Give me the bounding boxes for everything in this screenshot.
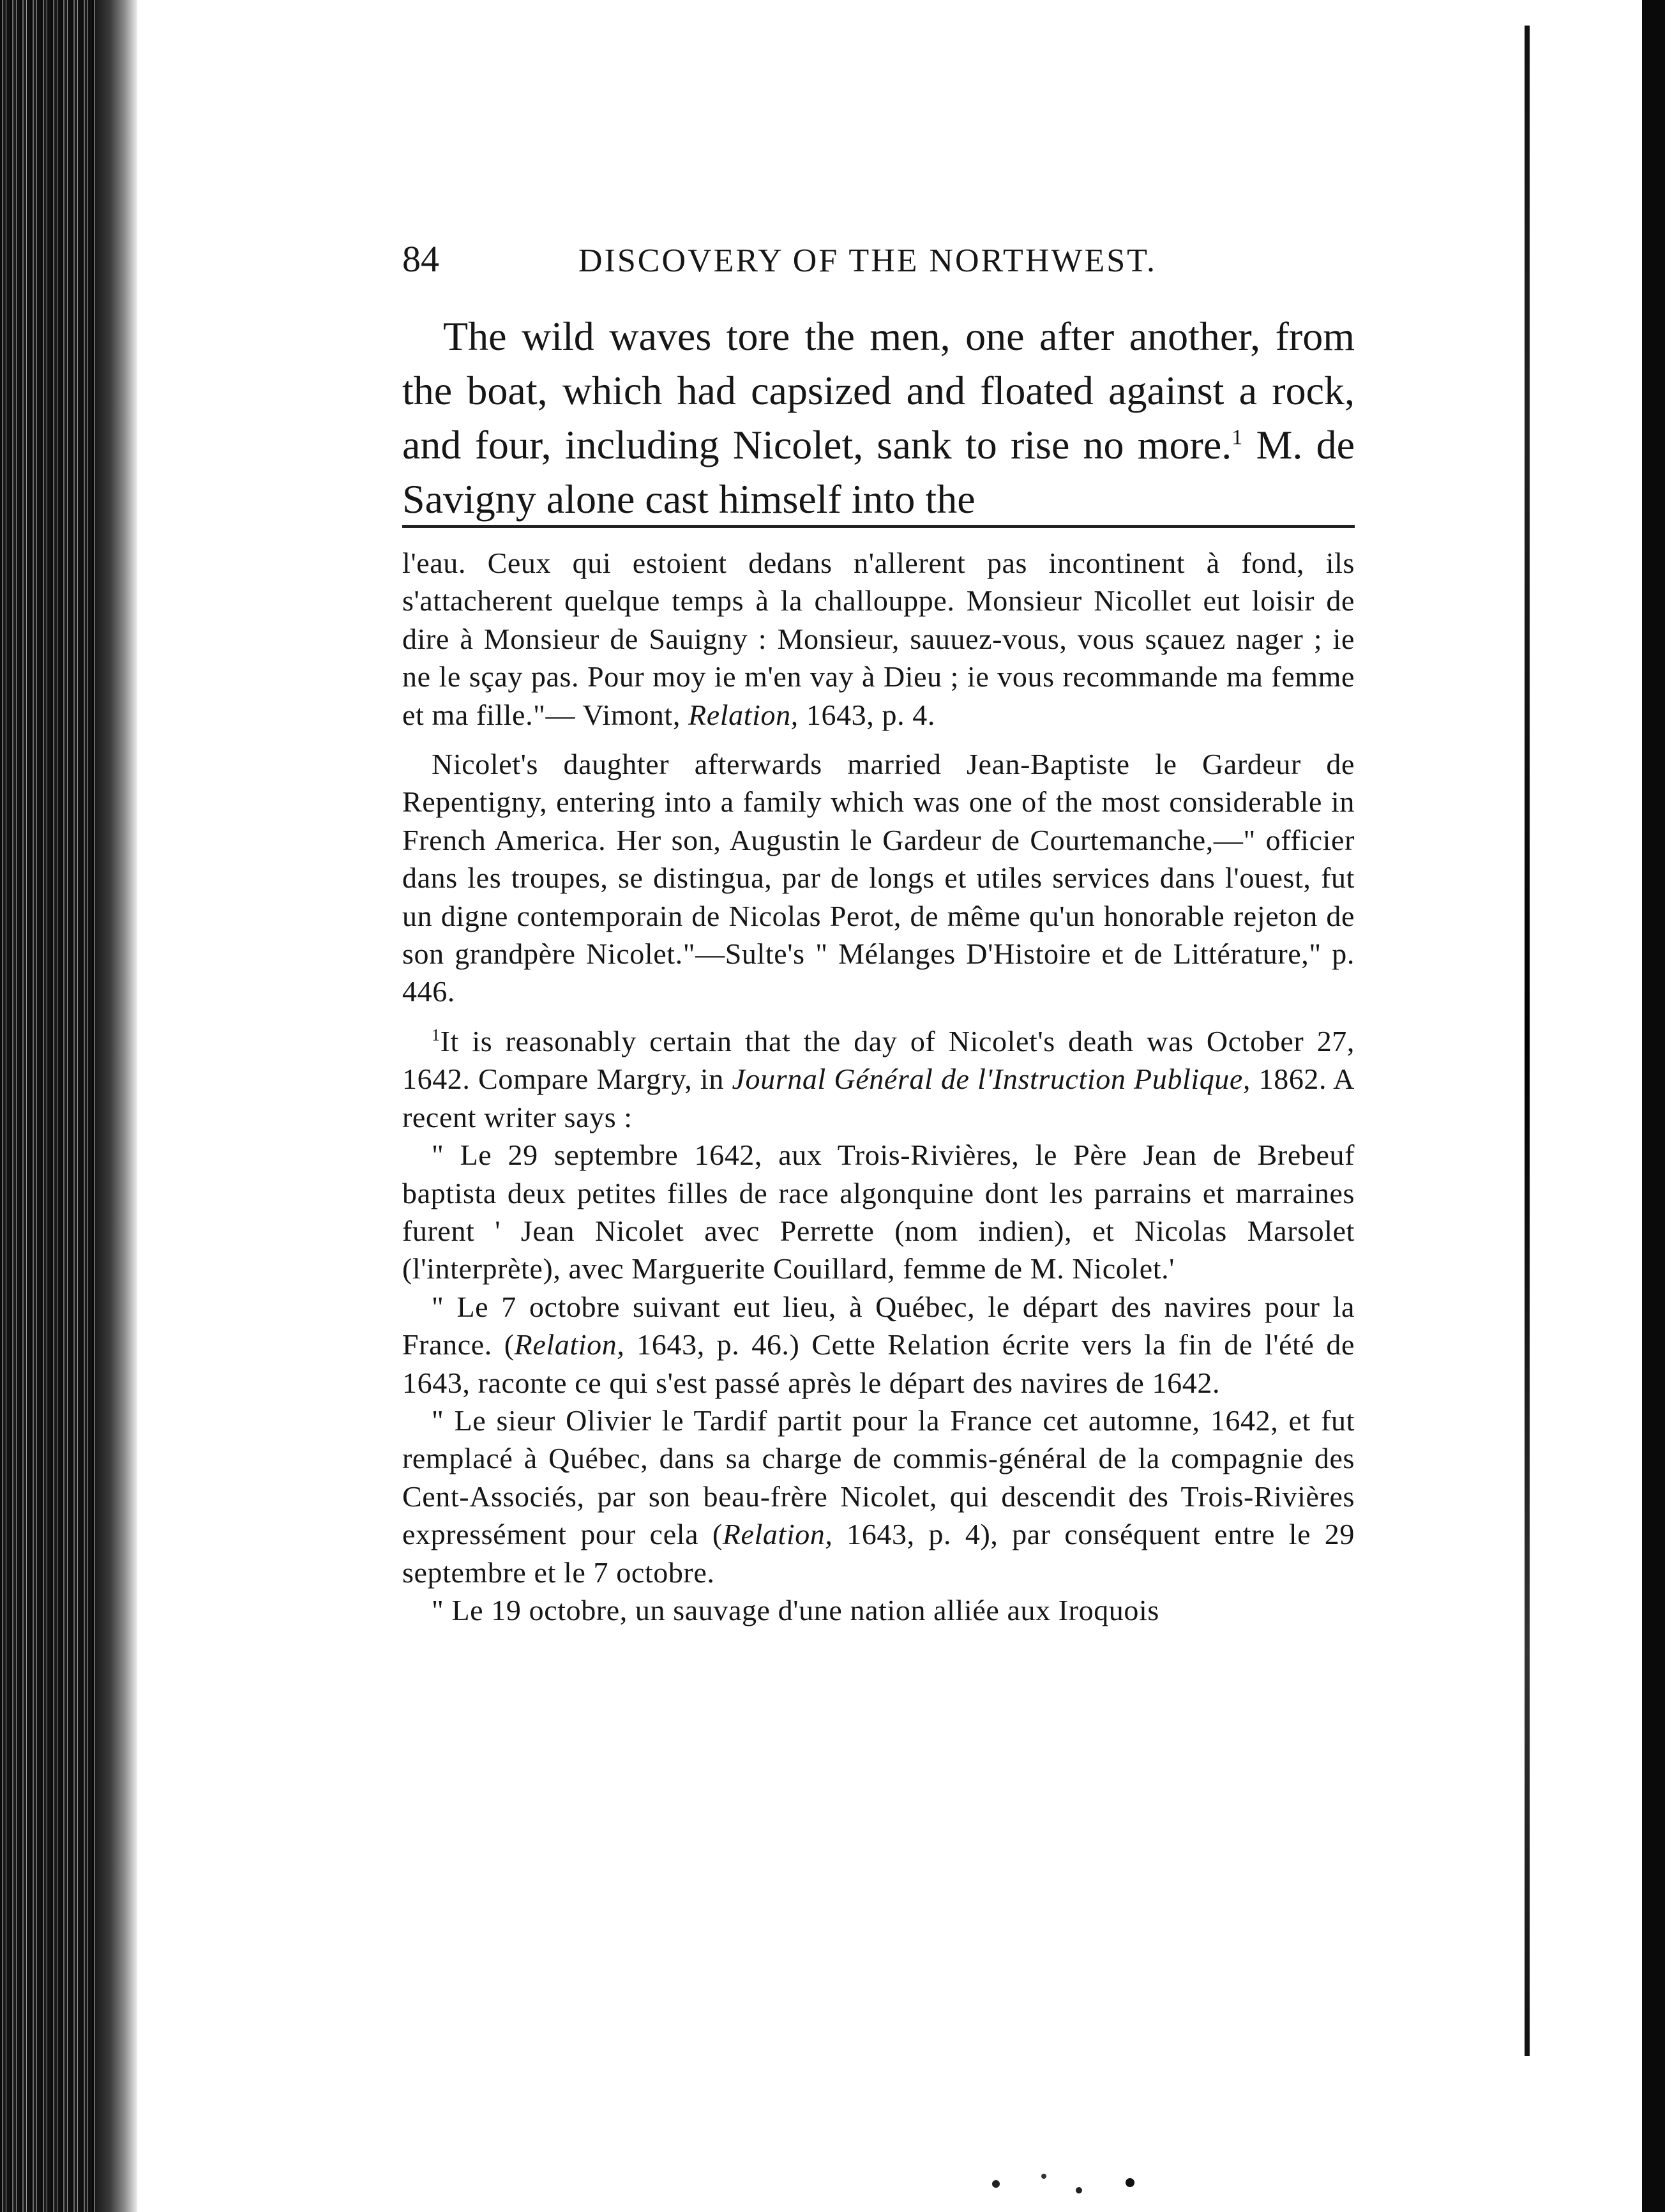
note-text: 1643, p. 4. <box>798 698 935 731</box>
note-italic: Relation, <box>722 1518 833 1551</box>
footnotes <box>402 544 1355 1629</box>
note-text: It is reasonably certain that the day of Nicolet's death was October 27, 1642. Compare Margry, in <box>402 1024 1355 1096</box>
note-text: 1643, p. 46.) Cette Relation écrite vers la fin de l'été de 1643, raconte ce qui s'est passé après le départ des navires de 1642. <box>402 1328 1355 1399</box>
note-italic: Relation, <box>514 1328 625 1361</box>
running-title: DISCOVERY OF THE NORTHWEST. <box>578 243 1157 279</box>
note-quote: " Le 29 septembre 1642, aux Trois-Rivières, le Père Jean de Brebeuf baptista deux petites filles de race algonquine dont les parrains et marraines furent ' Jean Nicolet avec Perrette (nom indien), et Nicolas Marsolet (l'interprète), avec Marguerite Couillard, femme de M. Nicolet.' <box>402 1139 1355 1285</box>
note-italic: Journal Général de l'Instruction Publique, <box>732 1063 1251 1096</box>
footnote-1 <box>402 1022 1355 1136</box>
main-paragraph <box>402 309 1355 526</box>
book-edge <box>0 0 137 2212</box>
note-text: " Le sieur Olivier le Tardif partit pour la France cet automne, 1642, et fut remplacé à Québec, dans sa charge de commis-général de la compagnie des Cent-Associés, par son beau-frère Nicolet, qui descendit des Trois-Rivières expressément pour cela ( <box>402 1404 1355 1551</box>
note-text: 1862. A recent writer says : <box>402 1063 1355 1133</box>
scan-specks <box>983 2165 1149 2203</box>
footnote-marker: 1 <box>1232 425 1243 450</box>
note-text: " Le 7 octobre suivant eut lieu, à Québec, le départ des navires pour la France. ( <box>402 1290 1355 1361</box>
note-paragraph: Nicolet's daughter afterwards married Jean-Baptiste le Gardeur de Repentigny, entering into a family which was one of the most considerable in French America. Her son, Augustin le Gardeur de Courtemanche,—" officier dans les troupes, se distingua, par de longs et utiles services dans l'ouest, fut un digne contemporain de Nicolas Perot, de même qu'un honorable rejeton de son grandpère Nicolet."—Sulte's " Mélanges D'Histoire et de Littérature," p. 446. <box>402 748 1355 1008</box>
right-binding <box>1642 0 1665 2212</box>
main-text <box>402 309 1355 526</box>
main-paragraph-text: The wild waves tore the men, one after another, from the boat, which had capsized and floated against a rock, and four, including Nicolet, sank to rise no more. <box>402 314 1355 467</box>
note-text: l'eau. Ceux qui estoient dedans n'allerent pas incontinent à fond, ils s'attacherent quelque temps à la challouppe. Monsieur Nicollet eut loisir de dire à Monsieur de Sauigny : Monsieur, sauuez-vous, vous sçauez nager ; ie ne le sçay pas. Pour moy ie m'en vay à Dieu ; ie vous recommande ma femme et ma fille."— Vimont, <box>402 547 1355 731</box>
note-quote: " Le 19 octobre, un sauvage d'une nation alliée aux Iroquois <box>432 1593 1159 1626</box>
note-text: 1643, p. 4), par conséquent entre le 29 septembre et le 7 octobre. <box>402 1518 1355 1589</box>
note-quote <box>402 1402 1355 1591</box>
footnote-marker: 1 <box>432 1026 441 1045</box>
note-quote <box>402 1288 1355 1402</box>
page-number: 84 <box>402 238 439 280</box>
page-edge-line <box>1525 26 1530 2056</box>
note-continuation <box>402 544 1355 734</box>
footnote-rule <box>402 525 1355 528</box>
main-paragraph-continuation: M. de Savigny alone cast himself into the <box>402 422 1355 522</box>
running-head <box>402 238 1360 280</box>
note-italic: Relation, <box>688 698 799 731</box>
